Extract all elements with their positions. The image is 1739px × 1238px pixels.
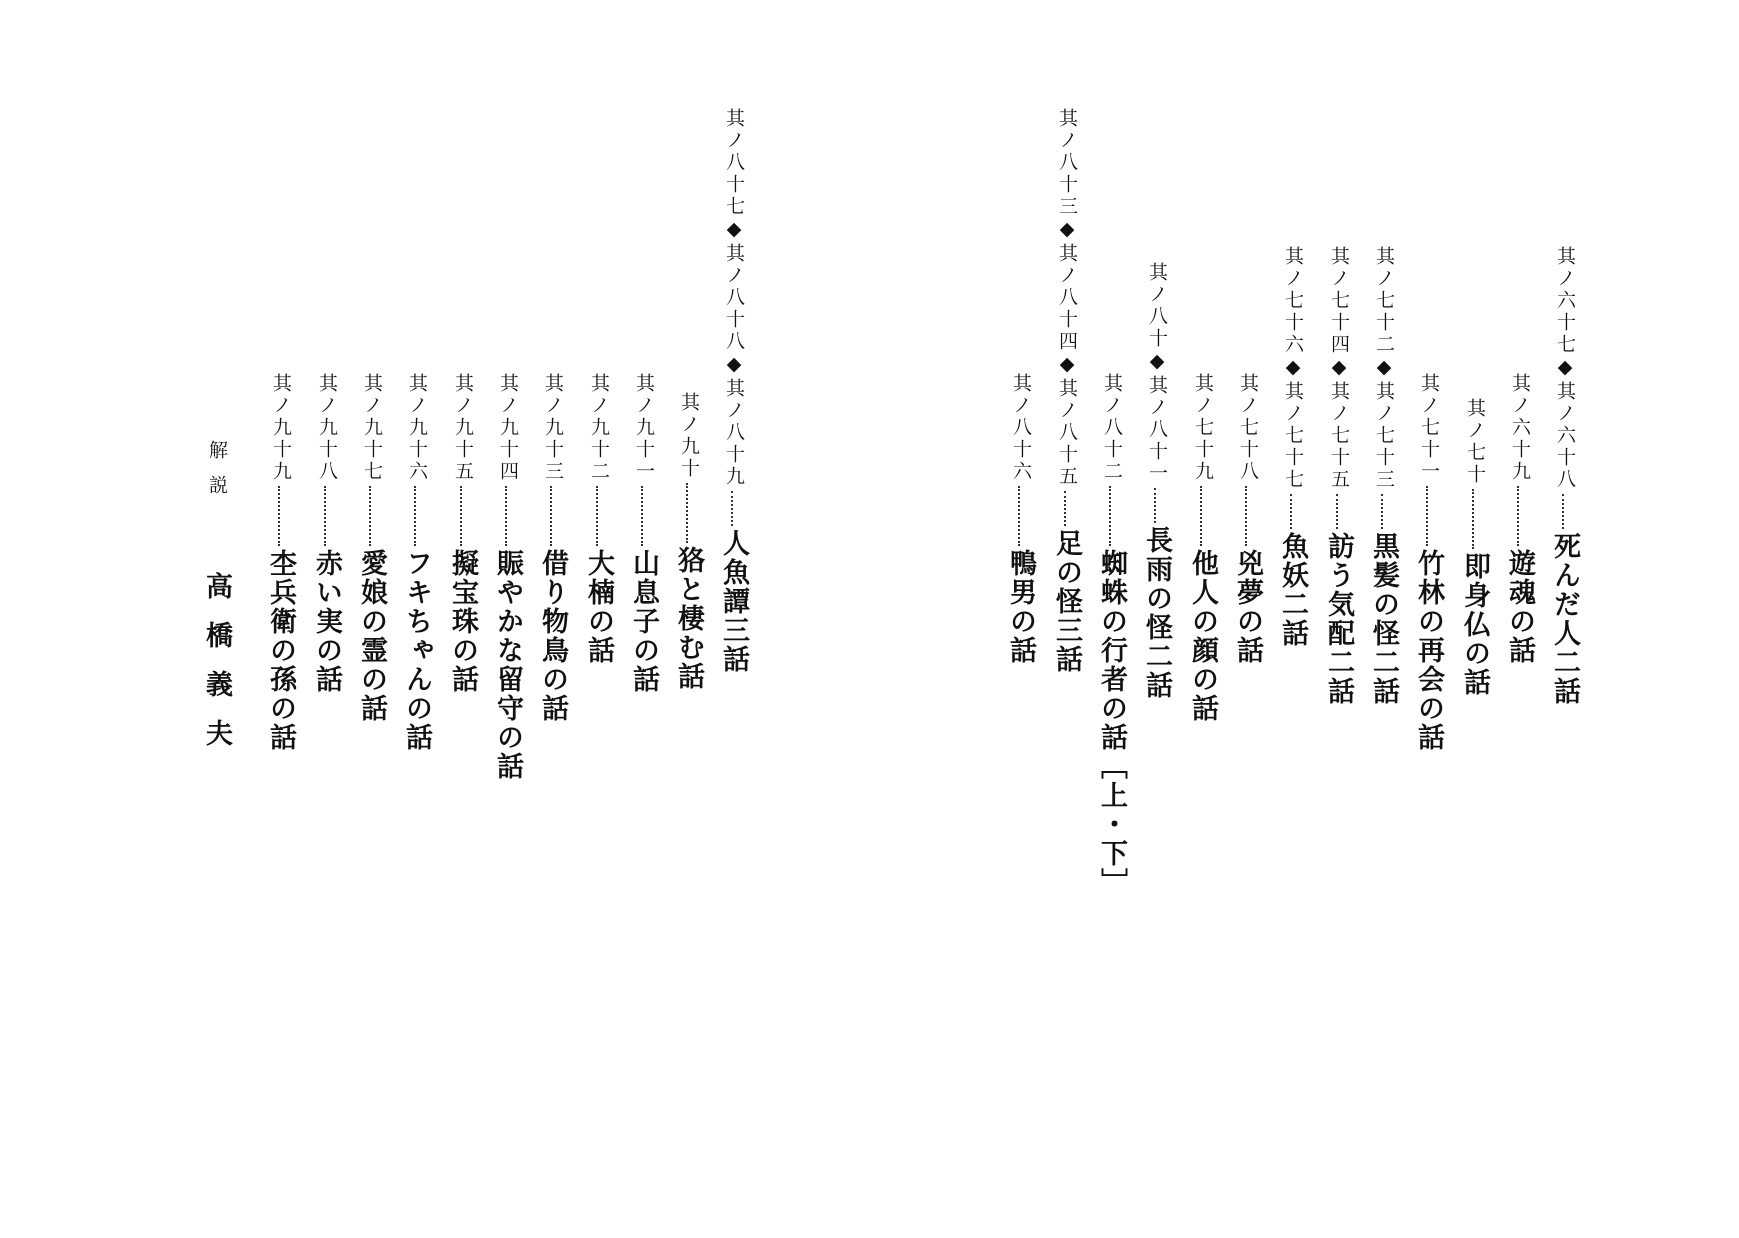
story-number: 其ノ六十七◆其ノ六十八 (1554, 246, 1576, 491)
toc-entry[interactable] (449, 373, 476, 694)
story-title: 擬宝珠の話 (447, 549, 478, 694)
leader-dots (1245, 486, 1250, 546)
commentary-author: 高橋義夫 (201, 572, 232, 768)
toc-entry[interactable] (675, 392, 702, 691)
toc-entry[interactable] (1143, 262, 1170, 700)
story-title: 大楠の話 (583, 549, 614, 665)
toc-entry[interactable] (1098, 373, 1125, 897)
story-title: 魚妖二話 (1277, 532, 1308, 648)
story-number: 其ノ八十◆其ノ八十一 (1146, 262, 1168, 485)
story-number: 其ノ九十九 (270, 373, 292, 483)
story-title: 鴨男の話 (1005, 549, 1036, 665)
story-number: 其ノ七十四◆其ノ七十五 (1328, 246, 1350, 491)
story-number: 其ノ六十九 (1509, 373, 1531, 483)
leader-dots (1154, 488, 1159, 523)
story-title: 愛娘の霊の話 (356, 549, 387, 723)
toc-entry[interactable] (267, 373, 294, 752)
story-title: フキちゃんの話 (401, 549, 432, 752)
story-number: 其ノ七十八 (1237, 373, 1259, 483)
story-number: 其ノ七十一 (1418, 373, 1440, 483)
leader-dots (550, 486, 555, 546)
toc-entry[interactable] (1370, 246, 1397, 706)
story-number: 其ノ九十八 (316, 373, 338, 483)
story-title: 黒髪の怪二話 (1368, 532, 1399, 706)
story-title: 人魚譚三話 (718, 529, 749, 674)
leader-dots (324, 486, 329, 546)
story-number: 其ノ九十七 (361, 373, 383, 483)
story-number: 其ノ八十六 (1010, 373, 1032, 483)
story-number: 其ノ九十一 (633, 373, 655, 483)
story-title: 兇夢の話 (1232, 549, 1263, 665)
leader-dots (1018, 486, 1023, 546)
story-title: 杢兵衛の孫の話 (265, 549, 296, 752)
toc-entry[interactable] (1189, 373, 1216, 723)
toc-entry[interactable] (1551, 246, 1578, 706)
story-title: 足の怪三話 (1051, 529, 1082, 674)
leader-dots (1109, 486, 1114, 546)
story-number: 其ノ七十 (1464, 398, 1486, 486)
toc-entry[interactable] (1415, 373, 1442, 752)
story-number: 其ノ九十五 (452, 373, 474, 483)
leader-dots (1426, 486, 1431, 546)
story-number: 其ノ八十七◆其ノ八十八◆其ノ八十九 (723, 108, 745, 488)
story-title: 他人の顔の話 (1187, 549, 1218, 723)
leader-dots (1290, 494, 1295, 529)
toc-entry[interactable] (1279, 246, 1306, 648)
toc-entry[interactable] (313, 373, 340, 694)
story-title: 蜘蛛の行者の話［上・下］ (1096, 549, 1127, 897)
leader-dots (641, 486, 646, 546)
story-number: 其ノ九十 (678, 392, 700, 480)
leader-dots (278, 486, 283, 546)
toc-entry[interactable] (720, 108, 747, 674)
story-title: 遊魂の話 (1504, 549, 1535, 665)
story-number: 其ノ九十二 (588, 373, 610, 483)
leader-dots (1200, 486, 1205, 546)
story-title: 死んだ人二話 (1549, 532, 1580, 706)
toc-entry[interactable] (1234, 373, 1261, 665)
leader-dots (1517, 486, 1522, 546)
story-title: 訪う気配二話 (1323, 532, 1354, 706)
story-title: 竹林の再会の話 (1413, 549, 1444, 752)
story-title: 即身仏の話 (1459, 552, 1490, 697)
story-title: 山息子の話 (628, 549, 659, 694)
story-number: 其ノ八十三◆其ノ八十四◆其ノ八十五 (1056, 108, 1078, 488)
leader-dots (1336, 494, 1341, 529)
leader-dots (1381, 494, 1386, 529)
toc-entry[interactable] (1007, 373, 1034, 665)
story-title: 賑やかな留守の話 (492, 549, 523, 781)
toc-entry[interactable] (1325, 246, 1352, 706)
story-number: 其ノ七十六◆其ノ七十七 (1282, 246, 1304, 491)
toc-entry[interactable] (585, 373, 612, 665)
toc-entry[interactable] (1461, 398, 1488, 697)
leader-dots (369, 486, 374, 546)
toc-entry[interactable] (630, 373, 657, 694)
story-number: 其ノ七十九 (1192, 373, 1214, 483)
story-title: 借り物鳥の話 (537, 549, 568, 723)
story-number: 其ノ九十六 (406, 373, 428, 483)
leader-dots (505, 486, 510, 546)
story-title: 赤い実の話 (311, 549, 342, 694)
story-title: 狢と棲む話 (673, 546, 704, 691)
leader-dots (414, 486, 419, 546)
toc-entry[interactable] (1506, 373, 1533, 665)
leader-dots (686, 483, 691, 543)
toc-entry[interactable] (494, 373, 521, 781)
leader-dots (460, 486, 465, 546)
leader-dots (731, 491, 736, 526)
toc-entry[interactable] (1053, 108, 1080, 674)
leader-dots (1562, 494, 1567, 529)
leader-dots (1064, 491, 1069, 526)
leader-dots (596, 486, 601, 546)
commentary-label: 解説 (206, 440, 228, 510)
story-title: 長雨の怪二話 (1141, 526, 1172, 700)
toc-entry[interactable] (539, 373, 566, 723)
commentary-entry[interactable] (203, 440, 230, 768)
leader-dots (1472, 489, 1477, 549)
story-number: 其ノ七十二◆其ノ七十三 (1373, 246, 1395, 491)
story-number: 其ノ九十四 (497, 373, 519, 483)
story-number: 其ノ九十三 (542, 373, 564, 483)
toc-entry[interactable] (403, 373, 430, 752)
story-number: 其ノ八十二 (1101, 373, 1123, 483)
toc-entry[interactable] (358, 373, 385, 723)
